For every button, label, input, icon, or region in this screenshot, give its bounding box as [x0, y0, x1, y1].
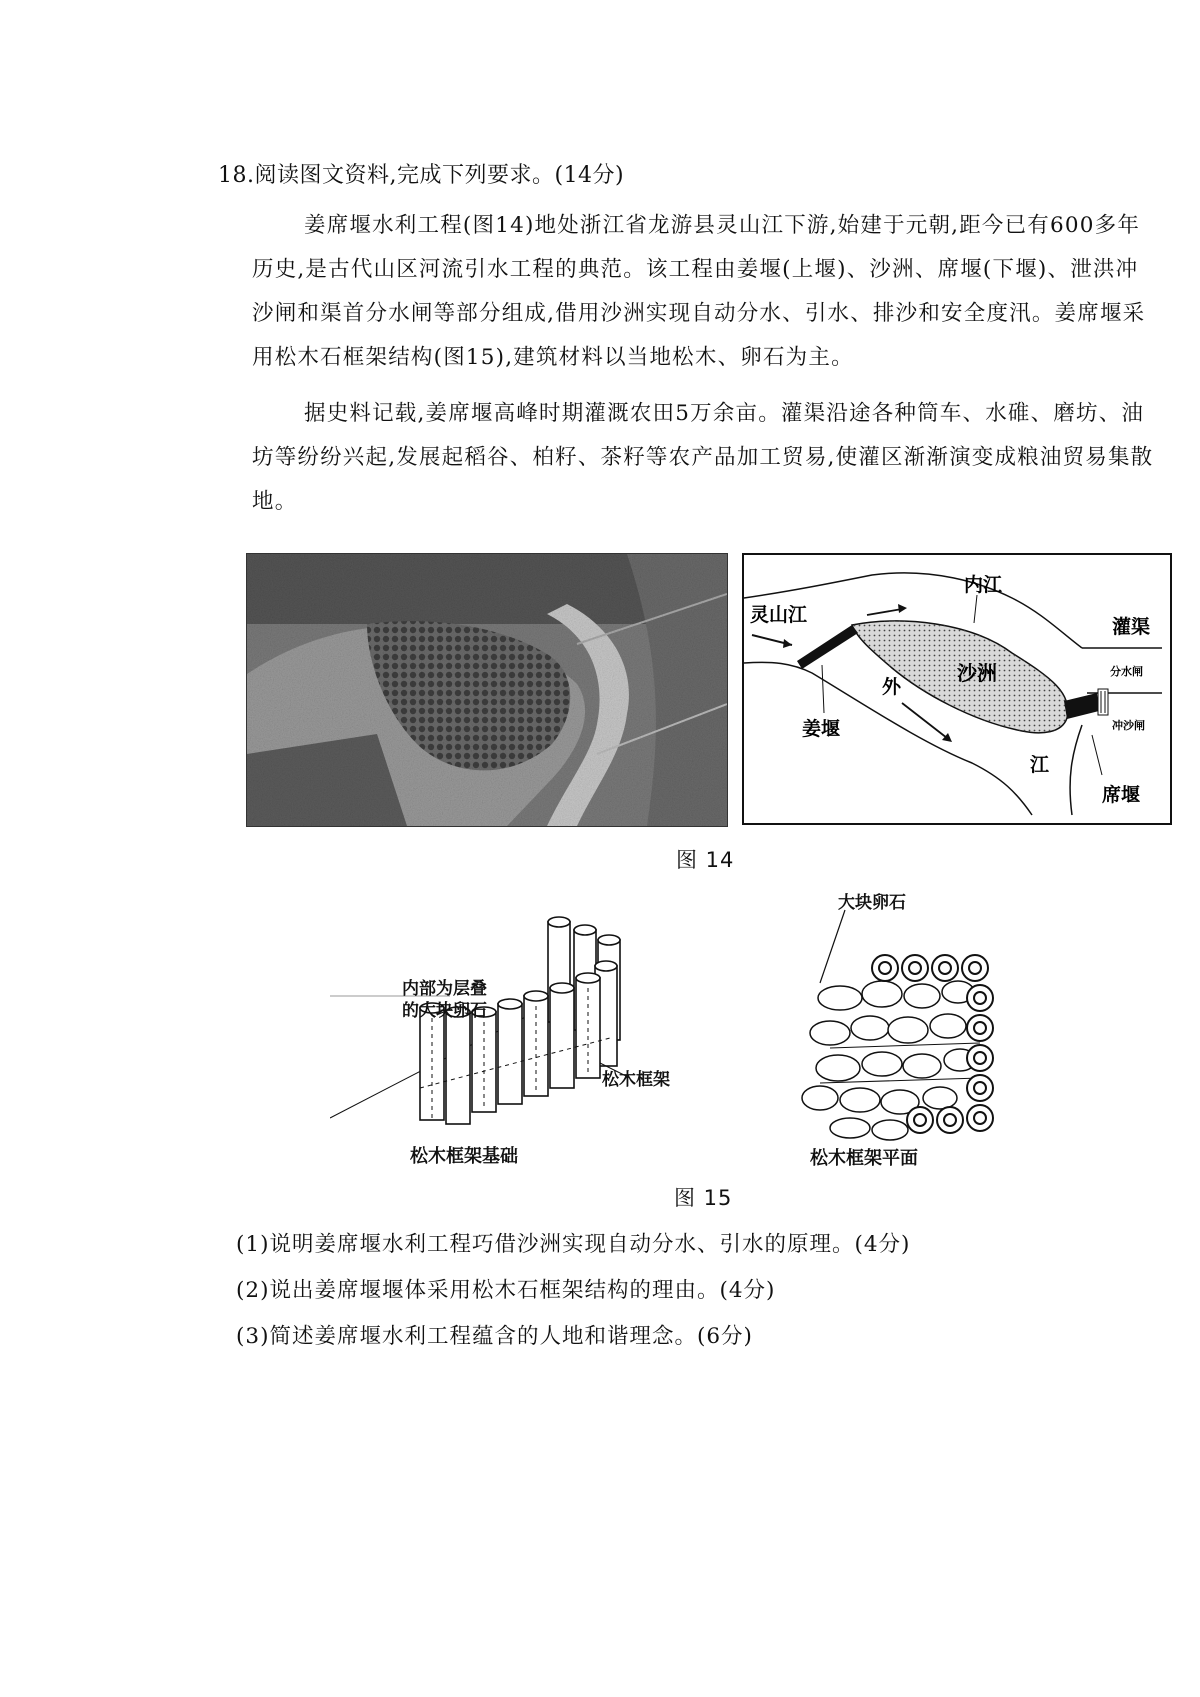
label-xiyan: 席堰 — [1102, 784, 1141, 806]
label-inner-stones-2: 的大块卵石 — [402, 1001, 487, 1021]
label-jiangyan: 姜堰 — [802, 718, 841, 740]
sub-question-3: (3)简述姜席堰水利工程蕴含的人地和谐理念。(6分) — [236, 1324, 753, 1349]
sub-questions — [236, 1222, 910, 1360]
sub-question-2: (2)说出姜席堰堰体采用松木石框架结构的理由。(4分) — [236, 1278, 776, 1303]
pine-frame-foundation-diagram — [330, 888, 670, 1168]
label-large-cobbles: 大块卵石 — [838, 893, 906, 913]
question-title: 18.阅读图文资料,完成下列要求。(14分) — [218, 163, 625, 188]
label-neijiang: 内江 — [964, 574, 1003, 596]
label-chongshazha: 冲沙闸 — [1112, 719, 1145, 732]
label-pine-frame: 松木框架 — [602, 1070, 670, 1090]
pine-frame-plan-diagram — [790, 888, 1090, 1168]
label-lingshanjiang: 灵山江 — [750, 604, 808, 626]
label-jiang: 江 — [1030, 754, 1050, 776]
figure-14-caption: 图 14 — [676, 848, 735, 872]
caption-pine-frame-plan: 松木框架平面 — [810, 1148, 918, 1168]
label-wai: 外 — [882, 676, 902, 698]
label-inner-stones-1: 内部为层叠 — [402, 979, 487, 999]
label-fenshuizha: 分水闸 — [1110, 665, 1143, 678]
figure-15-caption: 图 15 — [674, 1186, 733, 1210]
label-guanqu: 灌渠 — [1112, 616, 1151, 638]
sub-question-1: (1)说明姜席堰水利工程巧借沙洲实现自动分水、引水的原理。(4分) — [236, 1232, 911, 1257]
material-paragraph-2: 据史料记载,姜席堰高峰时期灌溉农田5万余亩。灌渠沿途各种筒车、水碓、磨坊、油坊等纷纷兴起,发展起稻谷、柏籽、茶籽等农产品加工贸易,使灌区渐渐演变成粮油贸易集散地。 — [252, 401, 1154, 514]
material-paragraph-1: 姜席堰水利工程(图14)地处浙江省龙游县灵山江下游,始建于元朝,距今已有600多年历史,是古代山区河流引水工程的典范。该工程由姜堰(上堰)、沙洲、席堰(下堰)、泄洪冲沙闸和渠首分水闸等部分组成,借用沙洲实现自动分水、引水、排沙和安全度汛。姜席堰采用松木石框架结构(图15),建筑材料以当地松木、卵石为主。 — [252, 213, 1146, 370]
aerial-photo — [246, 553, 728, 827]
schematic-map — [742, 553, 1172, 825]
caption-pine-frame-foundation: 松木框架基础 — [410, 1146, 518, 1167]
label-shazhou: 沙洲 — [957, 661, 997, 685]
